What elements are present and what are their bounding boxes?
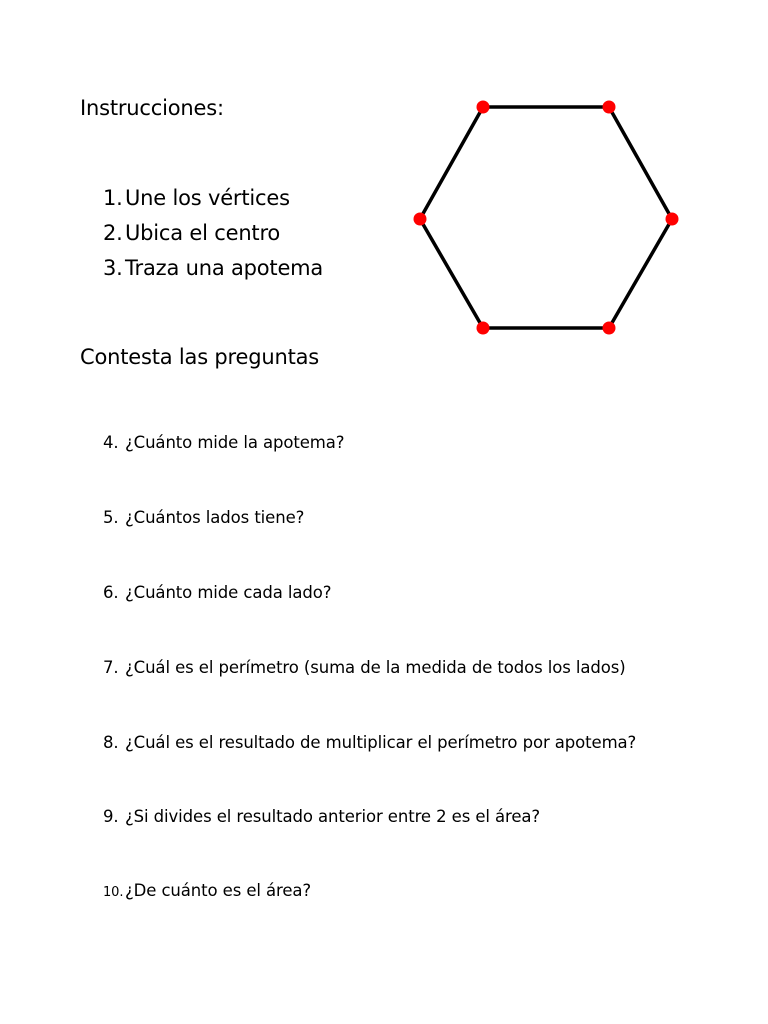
- hexagon-vertex-right[interactable]: [666, 213, 679, 226]
- hexagon-vertex-bottom-right[interactable]: [603, 322, 616, 335]
- question-8: [103, 733, 636, 752]
- question-7: [103, 658, 626, 677]
- question-number: 8.: [103, 733, 119, 752]
- hexagon-vertex-bottom-left[interactable]: [477, 322, 490, 335]
- question-text: ¿Cuál es el resultado de multiplicar el perímetro por apotema?: [125, 733, 637, 752]
- question-number: 4.: [103, 433, 119, 452]
- question-number: 7.: [103, 658, 119, 677]
- hexagon-vertex-top-left[interactable]: [477, 101, 490, 114]
- question-text: ¿Cuántos lados tiene?: [125, 508, 305, 527]
- question-9: [103, 807, 540, 826]
- hexagon-vertex-top-right[interactable]: [603, 101, 616, 114]
- question-4: [103, 433, 344, 452]
- question-5: [103, 508, 304, 527]
- hexagon-vertex-left[interactable]: [414, 213, 427, 226]
- question-number: 5.: [103, 508, 119, 527]
- question-6: [103, 583, 331, 602]
- question-10: [103, 881, 311, 900]
- questions-title: Contesta las preguntas: [80, 345, 320, 369]
- hexagon-figure: [0, 0, 768, 400]
- step-number: 1.: [103, 186, 123, 210]
- step-text: Traza una apotema: [125, 256, 324, 280]
- instructions-title: Instrucciones:: [80, 96, 224, 120]
- question-text: ¿De cuánto es el área?: [125, 881, 312, 900]
- question-number: 10.: [103, 885, 124, 900]
- hexagon-outline: [420, 107, 672, 328]
- step-text: Ubica el centro: [125, 221, 281, 245]
- question-text: ¿Cuál es el perímetro (suma de la medida de todos los lados): [125, 658, 626, 677]
- step-number: 3.: [103, 256, 123, 280]
- question-number: 6.: [103, 583, 119, 602]
- question-text: ¿Cuánto mide la apotema?: [125, 433, 345, 452]
- question-text: ¿Si divides el resultado anterior entre 2 es el área?: [125, 807, 541, 826]
- step-text: Une los vértices: [125, 186, 290, 210]
- step-number: 2.: [103, 221, 123, 245]
- question-number: 9.: [103, 807, 119, 826]
- question-text: ¿Cuánto mide cada lado?: [125, 583, 332, 602]
